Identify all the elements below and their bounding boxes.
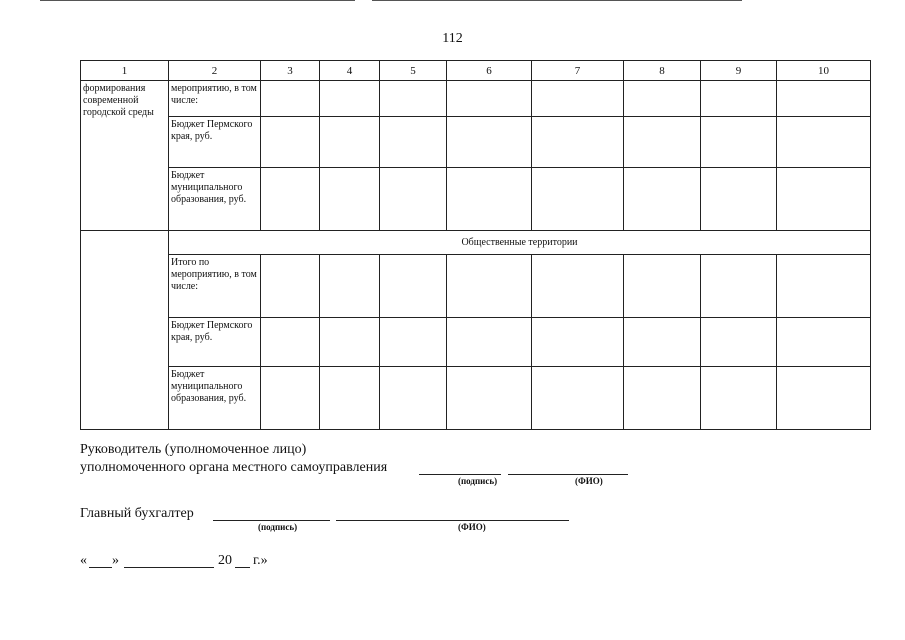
- date-year-suffix: г.»: [253, 553, 268, 568]
- column-number: 7: [532, 61, 624, 81]
- row-label: мероприятию, в том числе:: [169, 81, 261, 117]
- section-row: [81, 231, 871, 255]
- date-month-line: [124, 567, 214, 568]
- row-label: Бюджет муниципального образования, руб.: [169, 168, 261, 231]
- head-fio-caption: (ФИО): [575, 476, 603, 486]
- date-close-quote: »: [112, 553, 119, 568]
- top-border-line: [372, 0, 742, 1]
- column-number: 9: [701, 61, 777, 81]
- activity-name-cell: формирования современной городской среды: [81, 81, 169, 231]
- table-row: [81, 255, 871, 318]
- column-number: 6: [447, 61, 532, 81]
- table-row: [81, 168, 871, 231]
- column-number: 10: [777, 61, 871, 81]
- accountant-signature-caption: (подпись): [258, 522, 298, 532]
- table-row: [81, 81, 871, 117]
- activity-name-cell-continued: [81, 231, 169, 430]
- accountant-title: Главный бухгалтер: [80, 506, 194, 521]
- row-label: Бюджет Пермского края, руб.: [169, 318, 261, 367]
- date-open-quote: «: [80, 553, 87, 568]
- head-fio-line: [508, 474, 628, 475]
- accountant-fio-line: [336, 520, 569, 521]
- column-number: 3: [261, 61, 320, 81]
- column-number: 4: [320, 61, 380, 81]
- column-number: 5: [380, 61, 447, 81]
- row-label: Бюджет Пермского края, руб.: [169, 117, 261, 168]
- table-row: [81, 367, 871, 430]
- accountant-signature-line: [213, 520, 330, 521]
- column-number: 1: [81, 61, 169, 81]
- column-number: 2: [169, 61, 261, 81]
- budget-table: [80, 60, 871, 430]
- head-title-line1: Руководитель (уполномоченное лицо): [80, 442, 307, 457]
- head-signature-caption: (подпись): [458, 476, 498, 486]
- section-title: Общественные территории: [169, 231, 871, 255]
- column-number-row: [81, 61, 871, 81]
- date-day-line: [89, 567, 112, 568]
- table-row: [81, 117, 871, 168]
- head-title-line2: уполномоченного органа местного самоуправления: [80, 460, 388, 475]
- column-number: 8: [624, 61, 701, 81]
- date-year-prefix: 20: [218, 553, 232, 568]
- table-row: [81, 318, 871, 367]
- top-border-line: [40, 0, 355, 1]
- date-year-line: [235, 567, 250, 568]
- head-signature-line: [419, 474, 501, 475]
- accountant-fio-caption: (ФИО): [458, 522, 486, 532]
- page-number: 112: [442, 31, 463, 46]
- row-label: Итого по мероприятию, в том числе:: [169, 255, 261, 318]
- row-label: Бюджет муниципального образования, руб.: [169, 367, 261, 430]
